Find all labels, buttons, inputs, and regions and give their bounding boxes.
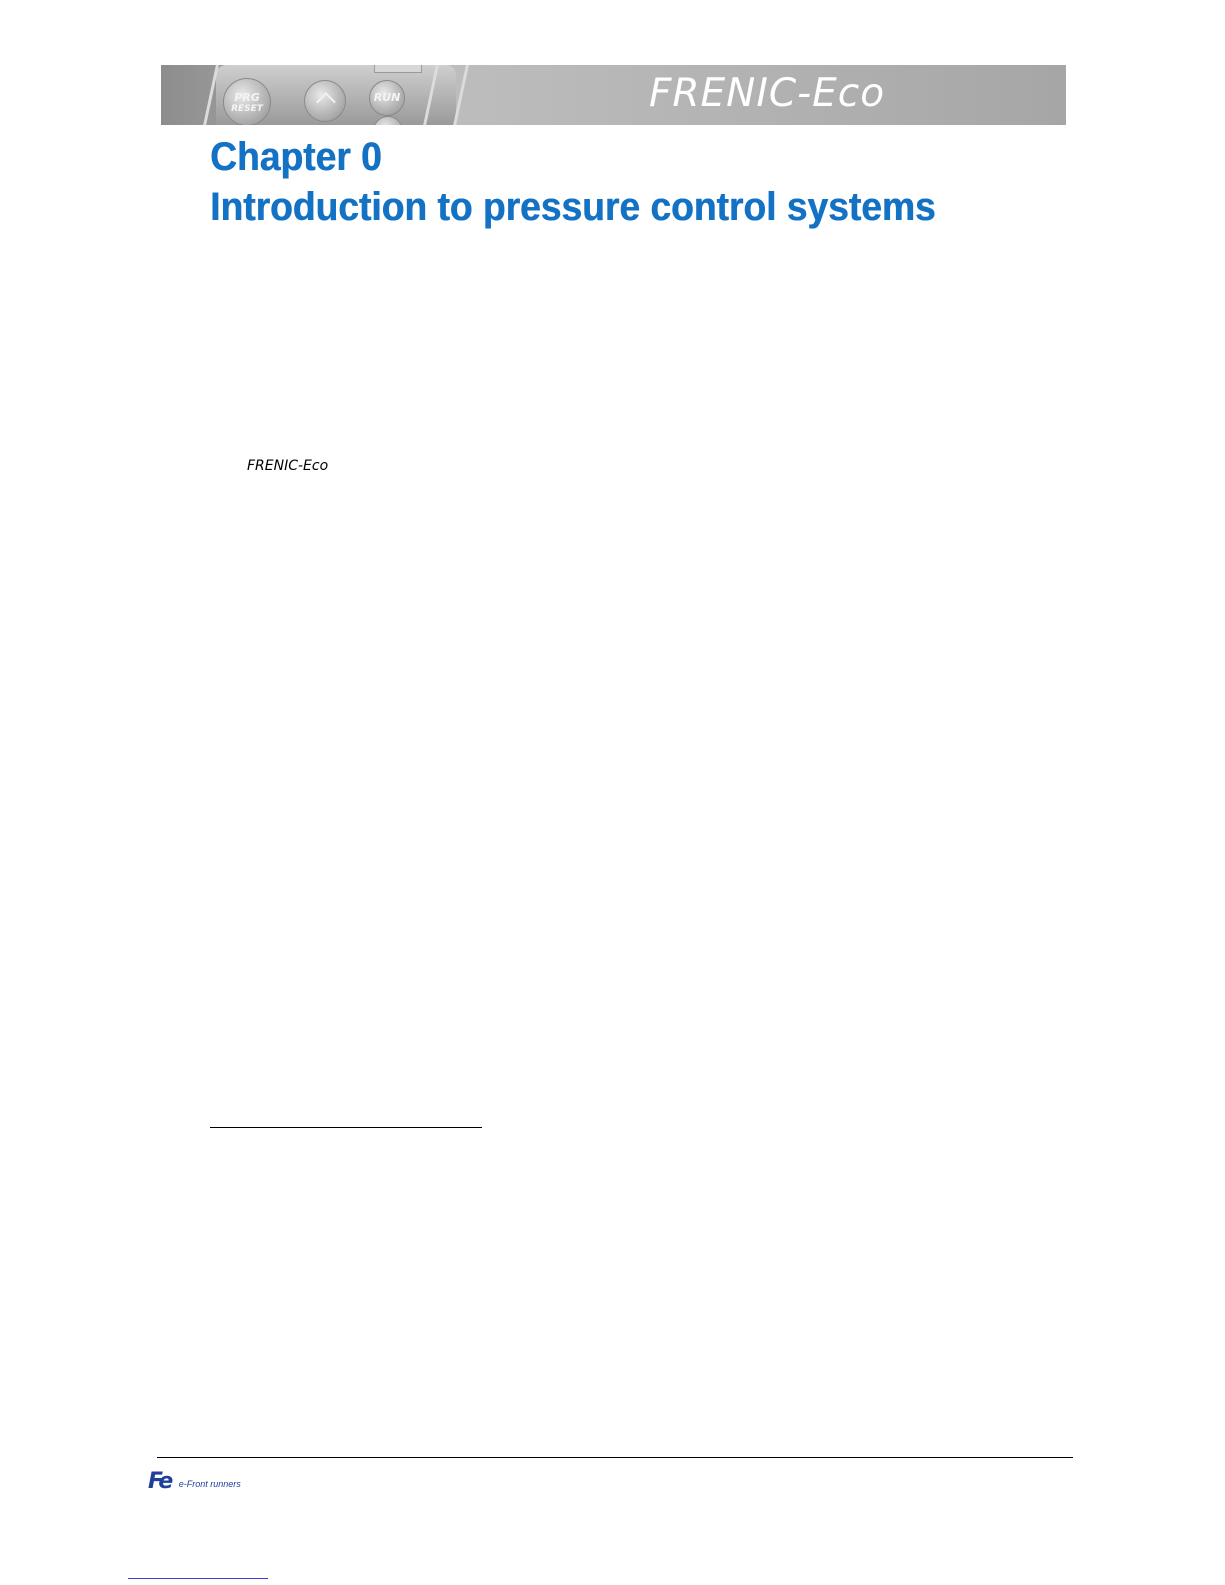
bottom-link-underline[interactable]	[128, 1578, 268, 1579]
prg-reset-key-image	[223, 78, 271, 125]
run-key-image	[369, 80, 405, 116]
up-arrow-key-image	[304, 80, 346, 122]
fe-logo-tagline: e-Front runners	[178, 1479, 241, 1489]
footer-rule	[157, 1457, 1073, 1458]
key-label-prg: PRG	[234, 91, 260, 104]
keypad-label-plate	[374, 65, 422, 73]
inline-product-logo: FRENIC-Eco	[247, 458, 329, 474]
footnote-separator	[210, 1127, 482, 1128]
up-arrow-icon	[316, 92, 336, 112]
fe-logo-mark: Fe	[148, 1469, 171, 1494]
brand-logo: FRENIC-Eco	[649, 71, 886, 116]
key-label-reset: RESET	[231, 104, 263, 114]
chapter-title: Introduction to pressure control systems	[210, 185, 936, 229]
chapter-label: Chapter 0	[210, 135, 382, 179]
header-banner	[161, 65, 1066, 125]
company-logo	[148, 1470, 241, 1494]
key-label-run: RUN	[373, 91, 401, 104]
